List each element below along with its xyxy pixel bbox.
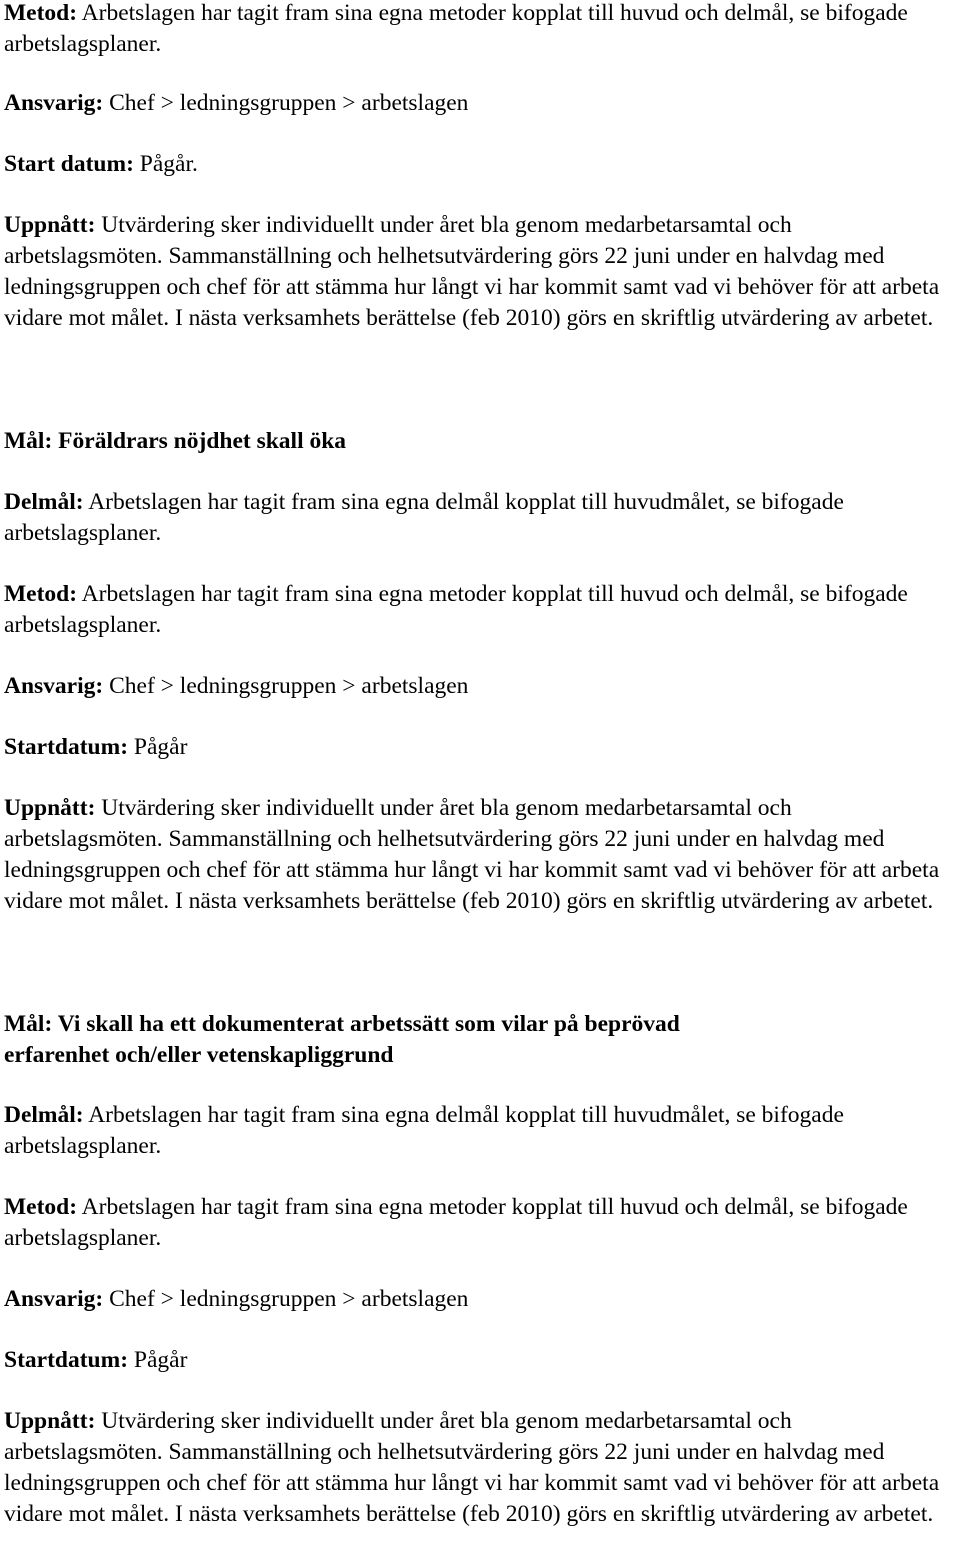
ansvarig-paragraph: Ansvarig: Chef > ledningsgruppen > arbetslagen: [4, 1286, 469, 1312]
startdatum-paragraph: Start datum: Pågår.: [4, 151, 198, 177]
uppnatt-paragraph: Uppnått: Utvärdering sker individuellt under året bla genom medarbetarsamtal och arbetslagsmöten. Sammanställning och helhetsutvärdering görs 22 juni under en halvdag med ledningsgruppen och chef för att stämma hur långt vi har kommit samt vad vi behöver för att arbeta vidare mot målet. I nästa verksamhets berättelse (feb 2010) görs en skriftlig utvärdering av arbetet.: [4, 212, 940, 331]
delmal-paragraph: Delmål: Arbetslagen har tagit fram sina egna delmål kopplat till huvudmålet, se bifogade arbetslagsplaner.: [4, 1102, 844, 1159]
startdatum-paragraph: Startdatum: Pågår: [4, 734, 188, 760]
metod-paragraph: Metod: Arbetslagen har tagit fram sina egna metoder kopplat till huvud och delmål, se bifogade arbetslagsplaner.: [4, 0, 908, 57]
mal-heading: Mål: Vi skall ha ett dokumenterat arbetssätt som vilar på beprövad erfarenhet och/eller vetenskapliggrund: [4, 1011, 680, 1068]
ansvarig-paragraph: Ansvarig: Chef > ledningsgruppen > arbetslagen: [4, 673, 469, 699]
uppnatt-paragraph: Uppnått: Utvärdering sker individuellt under året bla genom medarbetarsamtal och arbetslagsmöten. Sammanställning och helhetsutvärdering görs 22 juni under en halvdag med ledningsgruppen och chef för att stämma hur långt vi har kommit samt vad vi behöver för att arbeta vidare mot målet. I nästa verksamhets berättelse (feb 2010) görs en skriftlig utvärdering av arbetet.: [4, 1408, 940, 1527]
mal-heading: Mål: Föräldrars nöjdhet skall öka: [4, 428, 347, 454]
ansvarig-paragraph: Ansvarig: Chef > ledningsgruppen > arbetslagen: [4, 90, 469, 116]
startdatum-paragraph: Startdatum: Pågår: [4, 1347, 188, 1373]
delmal-paragraph: Delmål: Arbetslagen har tagit fram sina egna delmål kopplat till huvudmålet, se bifogade arbetslagsplaner.: [4, 489, 844, 546]
metod-paragraph: Metod: Arbetslagen har tagit fram sina egna metoder kopplat till huvud och delmål, se bifogade arbetslagsplaner.: [4, 1194, 908, 1251]
uppnatt-paragraph: Uppnått: Utvärdering sker individuellt under året bla genom medarbetarsamtal och arbetslagsmöten. Sammanställning och helhetsutvärdering görs 22 juni under en halvdag med ledningsgruppen och chef för att stämma hur långt vi har kommit samt vad vi behöver för att arbeta vidare mot målet. I nästa verksamhets berättelse (feb 2010) görs en skriftlig utvärdering av arbetet.: [4, 795, 940, 914]
metod-paragraph: Metod: Arbetslagen har tagit fram sina egna metoder kopplat till huvud och delmål, se bifogade arbetslagsplaner.: [4, 581, 908, 638]
